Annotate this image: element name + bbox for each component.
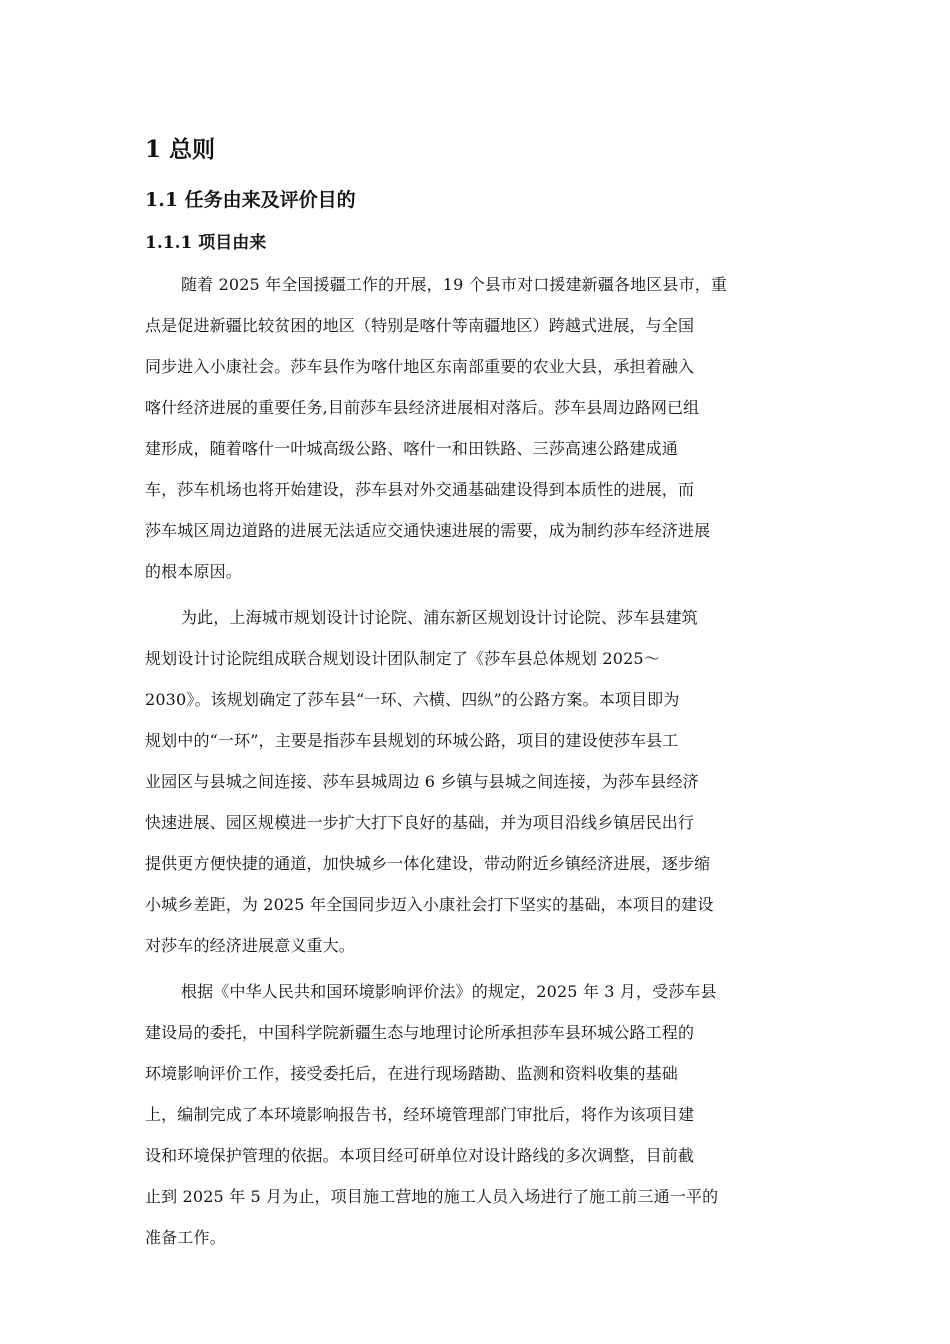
body-line: 为此，上海城市规划设计讨论院、浦东新区规划设计讨论院、莎车县建筑 xyxy=(181,608,698,627)
body-line: 提供更方便快捷的通道，加快城乡一体化建设，带动附近乡镇经济进展，逐步缩 xyxy=(145,854,711,873)
body-line: 随着 2025 年全国援疆工作的开展，19 个县市对口援建新疆各地区县市，重 xyxy=(181,275,728,294)
body-line: 对莎车的经济进展意义重大。 xyxy=(145,936,355,955)
body-line: 点是促进新疆比较贫困的地区（特别是喀什等南疆地区）跨越式进展，与全国 xyxy=(145,316,695,335)
body-line: 喀什经济进展的重要任务,目前莎车县经济进展相对落后。莎车县周边路网已组 xyxy=(145,398,700,417)
body-line: 2030》。该规划确定了莎车县“一环、六横、四纵”的公路方案。本项目即为 xyxy=(145,690,680,709)
body-line: 环境影响评价工作，接受委托后，在进行现场踏勘、监测和资料收集的基础 xyxy=(145,1064,678,1083)
body-line: 根据《中华人民共和国环境影响评价法》的规定，2025 年 3 月，受莎车县 xyxy=(181,982,717,1001)
body-line: 规划中的“一环”，主要是指莎车县规划的环城公路，项目的建设使莎车县工 xyxy=(145,731,679,750)
body-line: 莎车城区周边道路的进展无法适应交通快速进展的需要，成为制约莎车经济进展 xyxy=(145,521,711,540)
body-line: 建形成，随着喀什一叶城高级公路、喀什一和田铁路、三莎高速公路建成通 xyxy=(145,439,678,458)
section-heading: 1.1 任务由来及评价目的 xyxy=(145,189,356,211)
body-line: 规划设计讨论院组成联合规划设计团队制定了《莎车县总体规划 2025～ xyxy=(145,649,660,668)
body-line: 止到 2025 年 5 月为止，项目施工营地的施工人员入场进行了施工前三通一平的 xyxy=(145,1187,719,1206)
body-line: 设和环境保护管理的依据。本项目经可研单位对设计路线的多次调整，目前截 xyxy=(145,1146,695,1165)
chapter-heading: 1 总则 xyxy=(145,136,216,163)
body-line: 准备工作。 xyxy=(145,1228,226,1247)
body-line: 同步进入小康社会。莎车县作为喀什地区东南部重要的农业大县，承担着融入 xyxy=(145,357,695,376)
body-line: 建设局的委托，中国科学院新疆生态与地理讨论所承担莎车县环城公路工程的 xyxy=(145,1023,695,1042)
subsection-heading: 1.1.1 项目由来 xyxy=(145,233,267,253)
body-line: 车，莎车机场也将开始建设，莎车县对外交通基础建设得到本质性的进展，而 xyxy=(145,480,695,499)
body-line: 上，编制完成了本环境影响报告书，经环境管理部门审批后，将作为该项目建 xyxy=(145,1105,695,1124)
body-line: 小城乡差距，为 2025 年全国同步迈入小康社会打下坚实的基础，本项目的建设 xyxy=(145,895,714,914)
body-line: 快速进展、园区规模进一步扩大打下良好的基础，并为项目沿线乡镇居民出行 xyxy=(145,813,695,832)
body-line: 业园区与县城之间连接、莎车县城周边 6 乡镇与县城之间连接，为莎车县经济 xyxy=(145,772,699,791)
body-line: 的根本原因。 xyxy=(145,562,242,581)
